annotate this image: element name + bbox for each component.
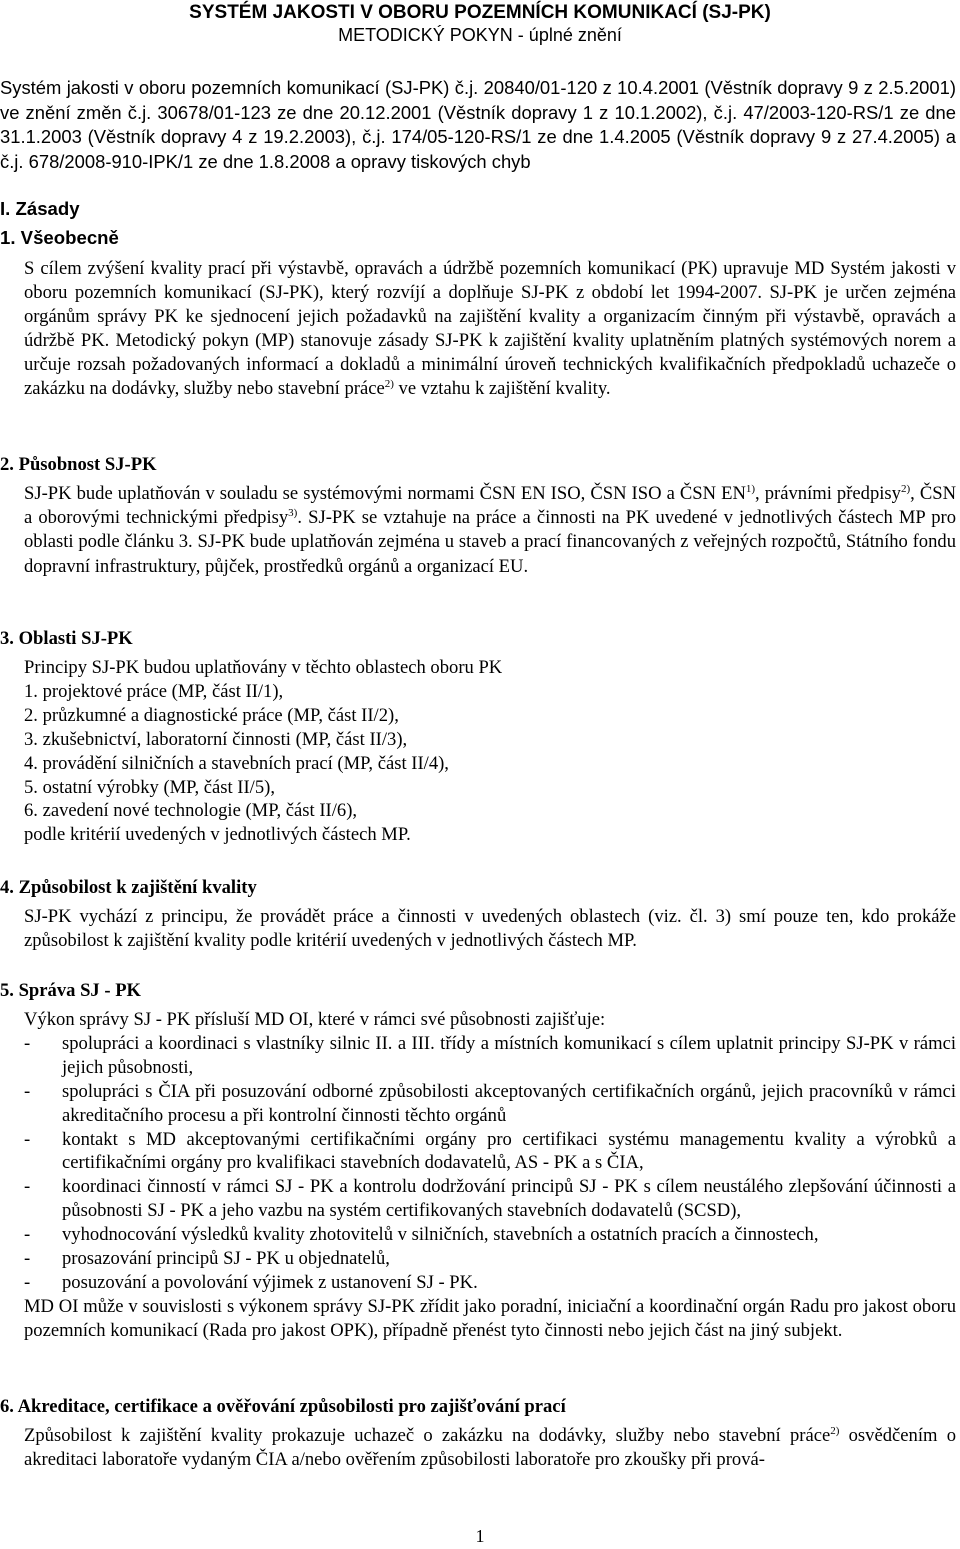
list-item: 5. ostatní výrobky (MP, část II/5), (24, 776, 275, 798)
section-1-heading: 1. Všeobecně (0, 227, 119, 248)
section-2-body-2: , právními předpisy (755, 483, 901, 504)
list-item: 2. průzkumné a diagnostické práce (MP, část II/2), (24, 704, 399, 726)
section-2-body-3: , ČSN a oborovými technickými předpisy (24, 483, 957, 529)
section-1-body: S cílem zvýšení kvality prací při výstavbě, opravách a údržbě pozemních komunikací (PK) upravuje MD Systém jakosti v oboru pozemních komunikací (SJ-PK), který rozvíjí a doplňuje SJ-PK z období let 1994-2007. SJ-PK je určen zejména orgánům správy PK ke sjednocení jejich požadavků na zajištění kvality a organizacím činným při výstavbě, opravách a údržbě PK. Metodický pokyn (MP) stanovuje zásady SJ-PK k zajištění kvality uplatněním platných systémových norem a určuje rozsah požadovaných informací a dokladů a minimální úroveň technických kvalifikačních předpokladů uchazeče o zakázku na dodávky, služby nebo stavební práce (24, 258, 956, 399)
list-item: 1. projektové práce (MP, část II/1), (24, 680, 284, 702)
section-6-body-2: osvědčením o akreditaci laboratoře vydaným ČIA a/nebo ověřením způsobilosti laboratoře pro zkoušky při prová- (24, 1425, 956, 1470)
list-item (24, 1080, 956, 1128)
list-dash: - (24, 1248, 31, 1270)
footnote-ref: 3) (288, 507, 298, 520)
list-item-text: vyhodnocování výsledků kvality zhotovitelů v silničních, stavebních a ostatních pracích a činnostech, (62, 1224, 819, 1246)
list-item (24, 1175, 956, 1223)
section-5-text (24, 1008, 956, 1343)
footnote-ref: 2) (384, 377, 394, 390)
list-item (24, 1128, 956, 1176)
list-item-text: prosazování principů SJ - PK u objednatelů, (62, 1248, 390, 1270)
section-4-text: SJ-PK vychází z principu, že provádět práce a činnosti v uvedených oblastech (viz. čl. 3) smí pouze ten, kdo prokáže způsobilost k zajištění kvality podle kritérií uvedených v jednotlivých částech MP. (24, 906, 956, 951)
document-subtitle: METODICKÝ POKYN - úplné znění (338, 25, 622, 45)
section-6-heading: 6. Akreditace, certifikace a ověřování způsobilosti pro zajišťování prací (0, 1396, 566, 1417)
section-3-text (24, 656, 956, 847)
list-item (24, 1271, 956, 1295)
section-6-body-1: Způsobilost k zajištění kvality prokazuje uchazeč o zakázku na dodávky, služby nebo stavební práce (24, 1425, 831, 1446)
footnote-ref: 2) (900, 483, 911, 495)
list-item: 3. zkušebnictví, laboratorní činnosti (MP, část II/3), (24, 728, 408, 750)
section-2-body-4: . SJ-PK se vztahuje na práce a činnosti na PK uvedené v jednotlivých částech MP pro oblasti podle článku 3. SJ-PK bude uplatňován zejména u staveb a prací financovaných z veřejných rozpočtů, Státního fondu dopravní infrastruktury, půjček, prostředků orgánů a organizací EU. (24, 507, 956, 577)
footnote-ref: 2) (830, 1425, 840, 1437)
list-item-text: spolupráci a koordinaci s vlastníky silnic II. a III. třídy a místních komunikací s cílem uplatnit principy SJ-PK v rámci jejich působnosti, (62, 1032, 956, 1078)
list-item-text: posuzování a povolování výjimek z ustanovení SJ - PK. (62, 1271, 478, 1293)
list-item-text: spolupráci s ČIA při posuzování odborné způsobilosti akceptovaných certifikačních orgánů, jejich pracovníků v rámci akreditačního procesu a při kontrolní činnosti těchto orgánů (62, 1080, 956, 1126)
list-item-text: koordinaci činností v rámci SJ - PK a kontrolu dodržování principů SJ - PK s cílem neustálého zlepšování účinnosti a působnosti SJ - PK a jeho vazbu na systém certifikovaných stavebních dodavatelů (SCSD), (62, 1176, 956, 1222)
section-2-heading: 2. Působnost SJ-PK (0, 454, 157, 475)
list-item: 6. zavedení nové technologie (MP, část II/6), (24, 800, 358, 822)
list-item-text: kontakt s MD akceptovanými certifikačními orgány pro certifikaci systému managementu kvality a výrobků a certifikačními orgány pro kvalifikaci stavebních dodavatelů, AS - PK a s ČIA, (62, 1128, 956, 1174)
list-dash: - (24, 1224, 31, 1246)
section-3-intro: Principy SJ-PK budou uplatňovány v těchto oblastech oboru PK (24, 657, 503, 678)
intro-paragraph: Systém jakosti v oboru pozemních komunikací (SJ-PK) č.j. 20840/01-120 z 10.4.2001 (Věstník dopravy 9 z 2.5.2001) ve znění změn č.j. 30678/01-123 ze dne 20.12.2001 (Věstník dopravy 1 z 10.1.2002), č.j. 47/2003-120-RS/1 ze dne 31.1.2003 (Věstník dopravy 4 z 19.2.2003), č.j. 174/05-120-RS/1 ze dne 1.4.2005 (Věstník dopravy 9 z 27.4.2005) a č.j. 678/2008-910-IPK/1 ze dne 1.8.2008 a opravy tiskových chyb (0, 77, 956, 172)
part-heading: I. Zásady (0, 198, 80, 219)
list-dash: - (24, 1176, 31, 1198)
section-5-heading: 5. Správa SJ - PK (0, 980, 142, 1001)
section-5-intro: Výkon správy SJ - PK přísluší MD OI, které v rámci své působnosti zajišťuje: (24, 1009, 606, 1030)
document-title: SYSTÉM JAKOSTI V OBORU POZEMNÍCH KOMUNIKACÍ (SJ-PK) (189, 2, 771, 23)
section-2-body-1: SJ-PK bude uplatňován v souladu se systémovými normami ČSN EN ISO, ČSN ISO a ČSN EN (24, 483, 746, 504)
list-item (24, 1223, 956, 1247)
list-dash: - (24, 1128, 31, 1150)
list-dash: - (24, 1032, 31, 1054)
section-4-heading: 4. Způsobilost k zajištění kvality (0, 877, 257, 898)
section-2-text (24, 482, 956, 579)
section-1-text (24, 257, 956, 400)
section-5-outro: MD OI může v souvislosti s výkonem správy SJ-PK zřídit jako poradní, iniciační a koordinační orgán Radu pro jakost oboru pozemních komunikací (Rada pro jakost OPK), případně přenést tyto činnosti nebo jejich část na jiný subjekt. (24, 1295, 956, 1341)
page-number: 1 (475, 1526, 485, 1546)
footnote-ref: 1) (745, 483, 756, 495)
list-item (24, 1032, 956, 1080)
list-dash: - (24, 1080, 31, 1102)
list-item: 4. provádění silničních a stavebních prací (MP, část II/4), (24, 752, 449, 774)
section-1-body-end: ve vztahu k zajištění kvality. (393, 377, 611, 399)
section-6-text (24, 1424, 956, 1472)
section-3-outro: podle kritérií uvedených v jednotlivých částech MP. (24, 824, 411, 846)
section-3-heading: 3. Oblasti SJ-PK (0, 628, 133, 649)
list-item (24, 1247, 956, 1271)
list-dash: - (24, 1271, 31, 1293)
